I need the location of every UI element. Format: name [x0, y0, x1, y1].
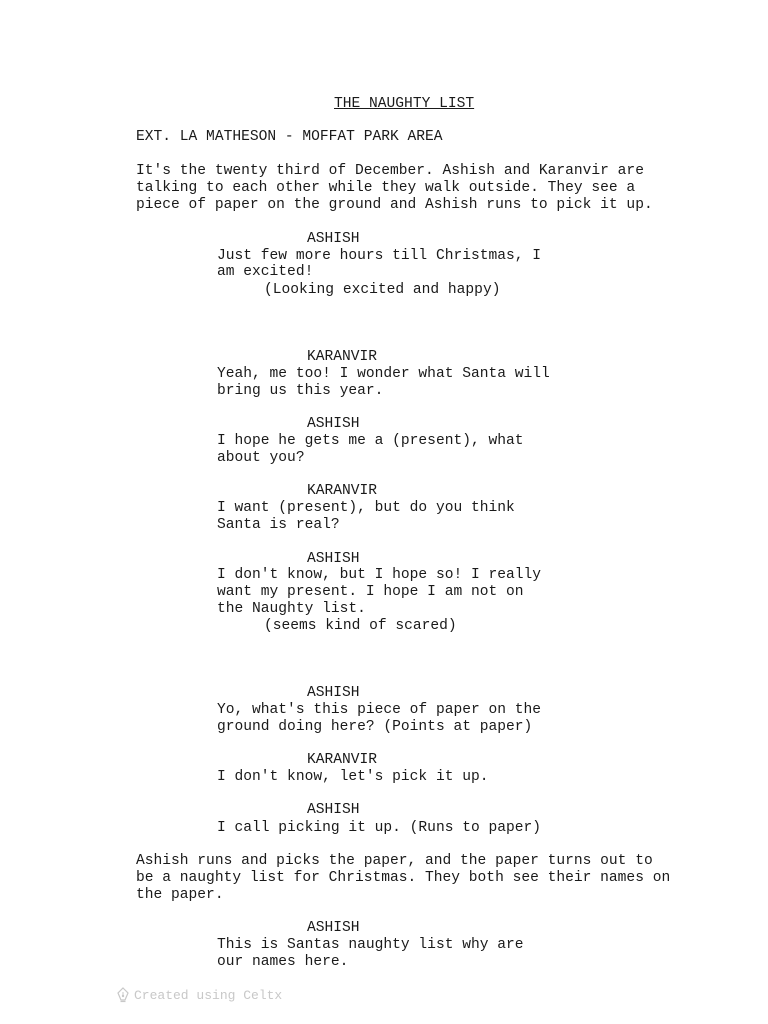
dialogue-line: I don't know, let's pick it up.: [217, 769, 489, 785]
celtx-footer: [116, 987, 282, 1003]
footer-text: Created using Celtx: [134, 987, 283, 1003]
dialogue-line: about you?: [217, 450, 305, 466]
dialogue-line: bring us this year.: [217, 383, 384, 399]
character-name: ASHISH: [307, 920, 360, 936]
character-name: KARANVIR: [307, 483, 378, 499]
character-name: ASHISH: [307, 416, 360, 432]
character-name: KARANVIR: [307, 752, 378, 768]
dialogue-line: the Naughty list.: [217, 601, 366, 617]
parenthetical: (Looking excited and happy): [264, 282, 501, 298]
dialogue-line: This is Santas naughty list why are: [217, 937, 524, 953]
action-line: It's the twenty third of December. Ashish and Karanvir are: [136, 163, 644, 179]
action-line: Ashish runs and picks the paper, and the paper turns out to: [136, 853, 653, 869]
dialogue-line: I want (present), but do you think: [217, 500, 515, 516]
character-name: ASHISH: [307, 231, 360, 247]
dialogue-line: want my present. I hope I am not on: [217, 584, 524, 600]
dialogue-line: Santa is real?: [217, 517, 340, 533]
character-name: ASHISH: [307, 551, 360, 567]
parenthetical: (seems kind of scared): [264, 618, 457, 634]
dialogue-line: I call picking it up. (Runs to paper): [217, 820, 542, 836]
dialogue-line: ground doing here? (Points at paper): [217, 719, 533, 735]
character-name: ASHISH: [307, 685, 360, 701]
dialogue-line: I don't know, but I hope so! I really: [217, 567, 542, 583]
dialogue-line: Yeah, me too! I wonder what Santa will: [217, 366, 550, 382]
character-name: ASHISH: [307, 802, 360, 818]
dialogue-line: am excited!: [217, 264, 314, 280]
script-title: THE NAUGHTY LIST: [334, 96, 475, 112]
action-line: be a naughty list for Christmas. They both see their names on: [136, 870, 671, 886]
scene-heading: EXT. LA MATHESON - MOFFAT PARK AREA: [136, 129, 443, 145]
character-name: KARANVIR: [307, 349, 378, 365]
action-line: piece of paper on the ground and Ashish runs to pick it up.: [136, 197, 653, 213]
pen-nib-icon: [116, 987, 130, 1003]
action-line: the paper.: [136, 887, 224, 903]
dialogue-line: Yo, what's this piece of paper on the: [217, 702, 542, 718]
dialogue-line: Just few more hours till Christmas, I: [217, 248, 542, 264]
action-line: talking to each other while they walk outside. They see a: [136, 180, 636, 196]
dialogue-line: I hope he gets me a (present), what: [217, 433, 524, 449]
dialogue-line: our names here.: [217, 954, 349, 970]
